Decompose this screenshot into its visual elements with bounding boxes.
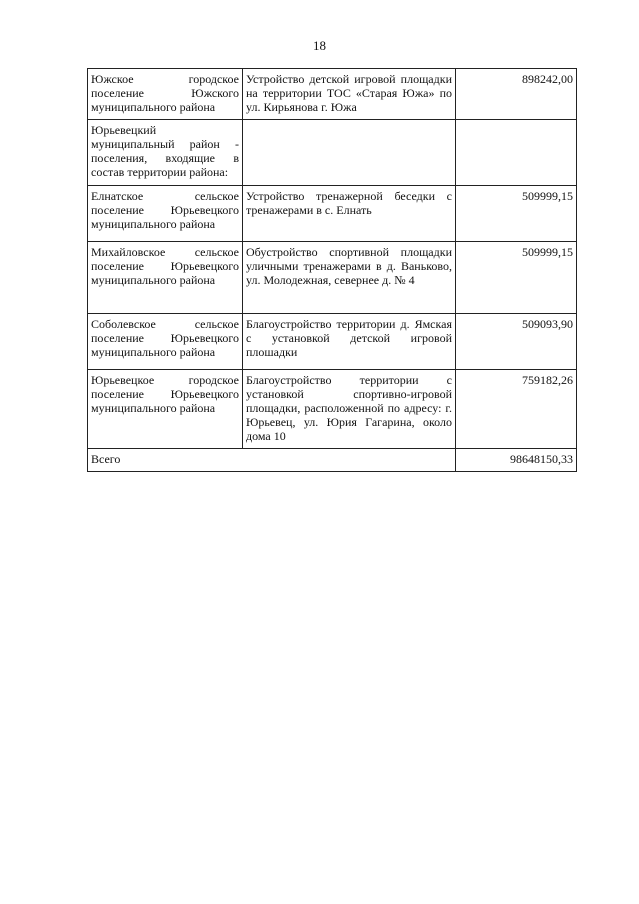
grant-table	[87, 68, 577, 472]
page-number: 18	[313, 38, 326, 53]
amount-cell: 898242,00	[456, 69, 577, 120]
amount-cell: 509999,15	[456, 186, 577, 242]
project-cell: Благоустройство территории с установкой спортивно-игровой площадки, расположенной по адресу: г. Юрьевец, ул. Юрия Гагарина, около дома 10	[243, 370, 456, 449]
table-row	[88, 186, 577, 242]
amount-cell: 759182,26	[456, 370, 577, 449]
settlement-cell: Юрьевецкий муниципальный район - поселения, входящие в состав территории района:	[88, 120, 243, 186]
settlement-cell: Елнатское сельское поселение Юрьевецкого муниципального района	[88, 186, 243, 242]
settlement-cell: Южское городское поселение Южского муниципального района	[88, 69, 243, 120]
total-amount: 98648150,33	[456, 449, 577, 472]
project-cell: Устройство детской игровой площадки на территории ТОС «Старая Южа» по ул. Кирьянова г. Южа	[243, 69, 456, 120]
project-cell: Благоустройство территории д. Ямская с установкой детской игровой плошадки	[243, 314, 456, 370]
settlement-cell: Юрьевецкое городское поселение Юрьевецкого муниципального района	[88, 370, 243, 449]
project-cell: Обустройство спортивной площадки уличными тренажерами в д. Ваньково, ул. Молодежная, севернее д. № 4	[243, 242, 456, 314]
total-row	[88, 449, 577, 472]
project-cell	[243, 120, 456, 186]
amount-cell: 509093,90	[456, 314, 577, 370]
settlement-cell: Михайловское сельское поселение Юрьевецкого муниципального района	[88, 242, 243, 314]
project-cell: Устройство тренажерной беседки с тренажерами в с. Елнать	[243, 186, 456, 242]
settlement-cell: Соболевское сельское поселение Юрьевецкого муниципального района	[88, 314, 243, 370]
table-row	[88, 370, 577, 449]
amount-cell	[456, 120, 577, 186]
table-row	[88, 314, 577, 370]
amount-cell: 509999,15	[456, 242, 577, 314]
table-row	[88, 120, 577, 186]
total-label: Всего	[88, 449, 456, 472]
table-row	[88, 242, 577, 314]
table-row	[88, 69, 577, 120]
